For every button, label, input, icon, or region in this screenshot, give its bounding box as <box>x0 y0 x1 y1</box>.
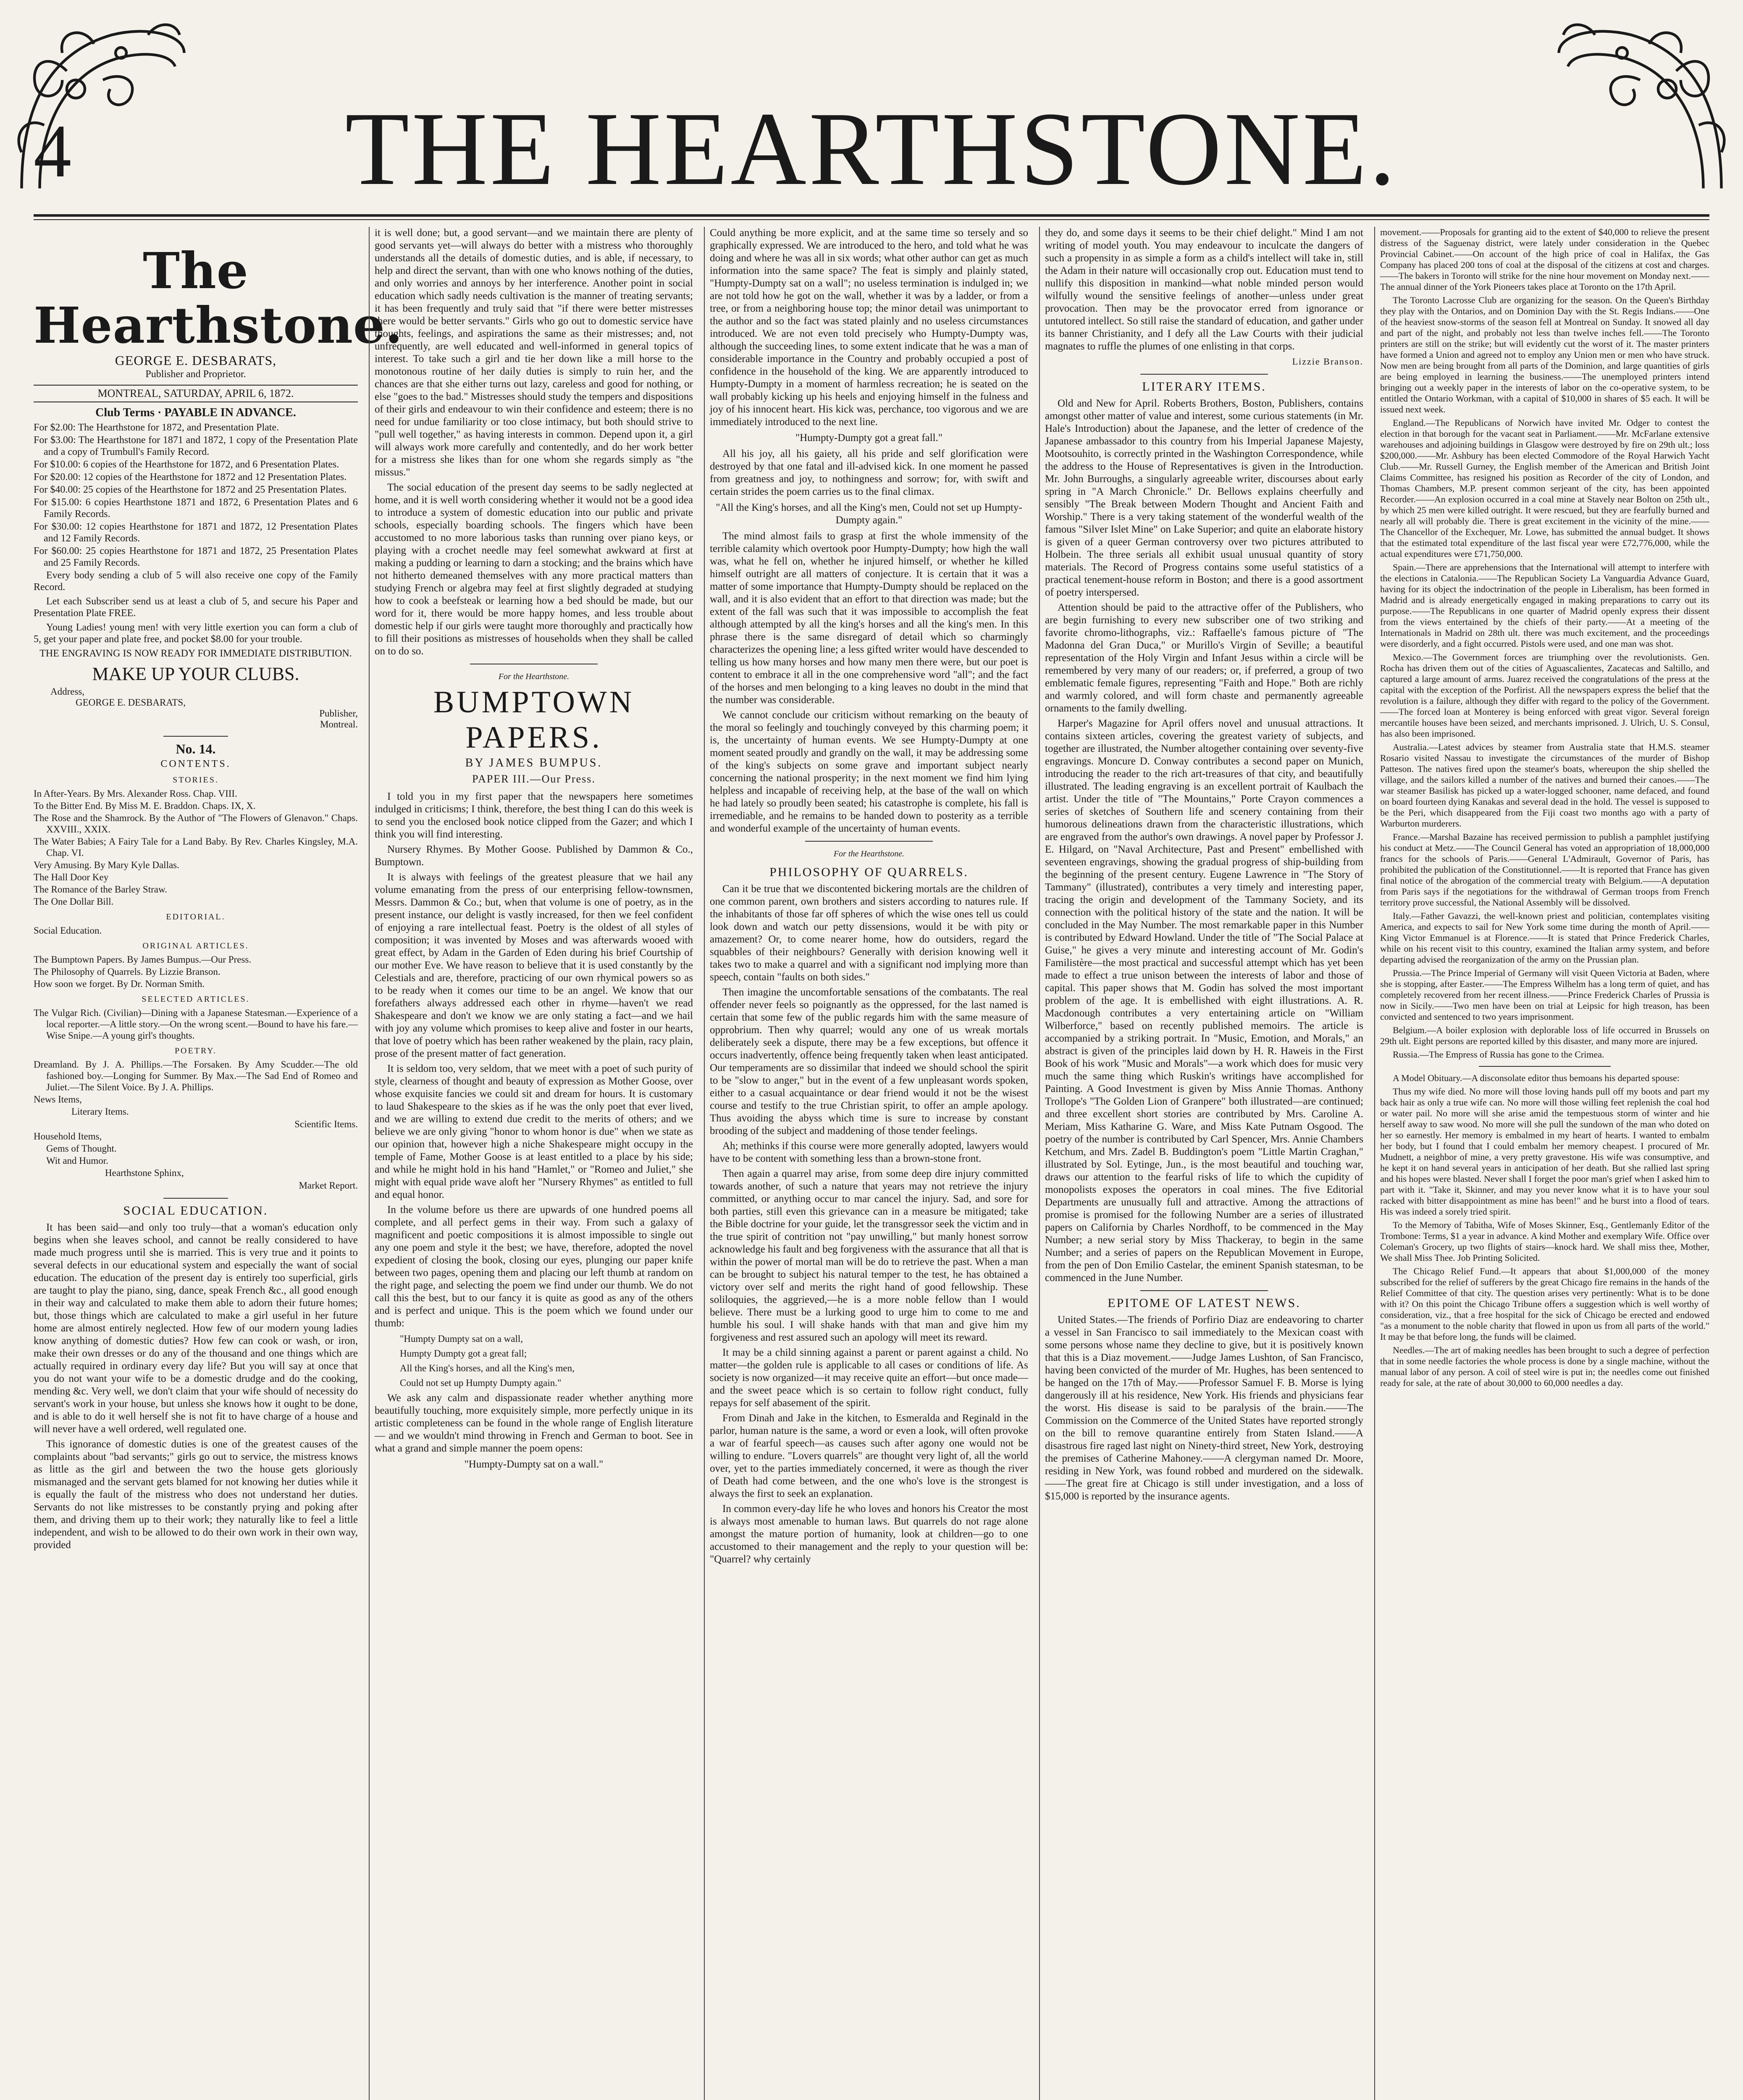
literary-items-heading: LITERARY ITEMS. <box>1142 380 1266 394</box>
club-terms-heading: Club Terms · PAYABLE IN ADVANCE. <box>95 406 296 419</box>
for-the-hearthstone: For the Hearthstone. <box>833 849 905 858</box>
toc-item: Literary Items. <box>71 1106 129 1117</box>
news-item: movement.——Proposals for granting aid to the extent of $40,000 to relieve the present distress of the Saguenay district, were lately under consideration in the Quebec Provincial Cabinet.——On account of the high price of coal in Halifax, the Gas Company has placed 200 tons of coal at the disposal of the citizens at cost and charges.——The bakers in Toronto will strike for the nine hour movement on Monday next.——The annual dinner of the York Pioneers takes place at Toronto on the 17th April. <box>1380 227 1709 292</box>
club-term: For $15.00: 6 copies Hearthstone 1871 and 1872, 6 Presentation Plates and 6 Family Records. <box>34 497 358 520</box>
article-paragraph: Then again a quarrel may arise, from some deep dire injury committed towards another, of such a nature that years may not retrieve the injury committed, or anything occur to mar cancel the injury. Sad, and sore for both parties, still even this grievance can in a measure be mitigated; take the Bible doctrine for your guide, let the transgressor seek the victim and in the true spirit of contrition not "pay unwilling," but manly honest sorrow acknowledge his fault and beg forgiveness with the assurance that all that is within the power of mortal man will be do to retrieve the past. When a man can be brought to subject his natural temper to the test, he has obtained a victory over self and merits the right hand of good fellowship. These soliloquies, the aggrieved,—he is a more noble fellow than I would believe. There must be a lurking good to urge him to come to me and humble his soul. I will shake hands with that man and give him my forgiveness and rest assured such an apology will meet its reward. <box>710 1168 1028 1343</box>
poem-line: "Humpty Dumpty sat on a wall, <box>400 1334 523 1344</box>
club-term: For $2.00: The Hearthstone for 1872, and Presentation Plate. <box>34 422 279 433</box>
toc-item: Household Items, <box>34 1131 102 1142</box>
toc-item: Social Education. <box>34 925 102 936</box>
toc-item: The One Dollar Bill. <box>34 896 114 907</box>
toc-item: The Philosophy of Quarrels. By Lizzie Branson. <box>34 966 220 977</box>
article-paragraph: Can it be true that we discontented bickering mortals are the children of one common parent, own brothers and sisters according to natures rule. If the inhabitants of those far off spheres of which the wise ones tell us could look down and watch our petty dissensions, would it be with pity or amazement? Or, to come nearer home, how do outsiders, regard the squabbles of their neighbours? Generally with derision knowing well it takes two to make a quarrel and with a significant nod implying more than speech, contain "faults on both sides." <box>710 883 1028 983</box>
news-item: Italy.—Father Gavazzi, the well-known priest and politician, contemplates visiting America, and expects to sail for New York some time during the month of April.——King Victor Emmanuel is at Florence.——It is stated that Prince Frederick Charles, while on his recent visit to this country, examined the Italian army system, and before departing advised the reorganization of the army on the Prussian plan. <box>1380 911 1709 965</box>
toc-item: Very Amusing. By Mary Kyle Dallas. <box>34 860 179 870</box>
article-paragraph: We cannot conclude our criticism without remarking on the beauty of the moral so feelingly and touchingly conveyed by this charming poem; it is, the uncertainty of human events. We see Humpty-Dumpty at one moment seated proudly and grandly on the wall, it may be addressing some of the king's subjects on some grave and important subject nearly concerning the national prosperity; in the next moment we find him lying helpless and incapable of receiving help, at the base of the wall on which he had lately so proudly been seated; his catastrophe is complete, his fall is irremediable, and he remains to be handed down to posterity as a terrible and wonderful example of the uncertainty of human events. <box>710 709 1028 834</box>
toc-item: Hearthstone Sphinx, <box>105 1168 184 1178</box>
toc-item: Market Report. <box>299 1180 358 1191</box>
column-3 <box>704 227 1033 2100</box>
article-paragraph: It is always with feelings of the greatest pleasure that we hail any volume emanating from the press of our enterprising fellow-townsmen, Messrs. Dammon & Co.; but, when that volume is one of poetry, as in the present instance, our delight is vastly increased, for then we feel confident of enjoying a rare intellectual feast. Poetry is the oldest of all styles of composition; it was invented by Moses and was afterwards wooed with great effect, by Adam in the Garden of Eden during his brief Courtship of our mother Eve. We have reason to believe that it is used constantly by the Celestials and are, therefore, practicing of our own rhymical powers so as to be ready when it comes our time to be an angel. We know that our forefathers always addressed each other in rhyme—haven't we read Shakespeare and don't we know we are only stating a fact—and we hail with joy any volume which promises to keep alive and foster in our hearts, that love of poetry which has been rather weakened by the plain, racy plain, prose of the present matter of fact generation. <box>375 872 693 1059</box>
dateline: MONTREAL, SATURDAY, APRIL 6, 1872. <box>34 385 358 402</box>
article-paragraph: It has been said—and only too truly—that a woman's education only begins when she leaves school, and cannot be really considered to have made much progress until she is married. This is very true and it points to several defects in our educational system and especially the want of social education. The education of the present day is entirely too superficial, girls are taught to play the piano, sing, dance, speak French &c., all good enough in their way and calculated to make them able to adorn their future homes; but, those things which are calculated to make a girl useful in her future home are almost entirely neglected. How few of our modern young ladies know anything of domestic duties? How few can cook or wash, or iron, make their own dresses or do any of the thousand and one things which are actually required in ordinary every day life? But you will say at once that you do not want your wife to be a domestic drudge and do the cooking, mending &c. Very well, we don't claim that your wife should of necessity do servant's work in your house, but unless she knows how it ought to be done, and is able to do it well herself she is not fit to have charge of a house and will never have a well ordered, well regulated one. <box>34 1222 358 1435</box>
news-item: France.—Marshal Bazaine has received permission to publish a pamphlet justifying his conduct at Metz.——The Council General has voted an appropriation of 18,000,000 francs for the schools of Paris.——General L'Admirault, Governor of Paris, has prohibited the publication of the Constitutionnel.——It is reported that France has given final notice of the abrogation of the commercial treaty with Belgium.——A deputation from Paris says if the negotiations for the withdrawal of German troops from French territory prove successful, the National Assembly will be dissolved. <box>1380 832 1709 908</box>
column-1 <box>34 227 403 2100</box>
news-item: Mexico.—The Government forces are triumphing over the revolutionists. Gen. Rocha has driven them out of the cities of Aguascalientes, Zacatecas and Saltillo, and captured a large amount of arms. Juarez received the congratulations of the press at the capital with the exception of the Porfirist. All the newspapers express the belief that the revolution is a failure, although they differ with regard to the policy of the Government.——The forced loan at Monterey is being enforced with great vigor. Several foreign mercantile houses have been seized, and merchants imprisoned. J. Ulrich, U. S. Consul, has also been imprisoned. <box>1380 652 1709 739</box>
news-item: England.—The Republicans of Norwich have invited Mr. Odger to contest the election in that borough for the vacant seat in Parliament.——Mr. McFarlane extensive warehouses and adjoining buildings in Glasgow were destroyed by fire on 29th ult.; loss $200,000.——Mr. Ashbury has been elected Commodore of the Royal Harwich Yacht Club.——Mr. Russell Gurney, the English member of the American and British Joint Claims Committee, has resigned his position as Recorder of the city of London, and Thomas Chambers, M.P. present common serjeant of the city, has been appointed Recorder.——An explosion occurred in a coal mine at Stavely near Bolton on 25th ult., by which 25 men were killed outright. It were rescued, but they are fearfully burned and nearly all will probably die. There is great excitement in the vicinity of the mine.——The Chancellor of the Exchequer, Mr. Lowe, has submitted the annual budget. It shows that the estimated total expenditure of the last fiscal year were £72,776,000, while the actual expenditures were £71,750,000. <box>1380 417 1709 559</box>
literary-item: Attention should be paid to the attractive offer of the Publishers, who are begin furnishing to every new subscriber one of two striking and favorite chromo-lithographs, viz.: Raffaelle's famous picture of "The Madonna del Gran Duca," or Murillo's Virgin of Seville; a beautiful representation of the Holy Virgin and Infant Jesus within a circle will be remembered by very many of our readers; or, if preferred, a group of two emblematic female figures, representing "Faith and Hope." Both are richly and warmly colored, and will form chaste and permanently agreeable ornaments to the family dwelling. <box>1045 602 1363 714</box>
make-up-clubs-heading: MAKE UP YOUR CLUBS. <box>92 664 299 684</box>
toc-item: News Items, <box>34 1094 82 1105</box>
toc-item: The Vulgar Rich. (Civilian)—Dining with a Japanese Statesman.—Experience of a local reporter.—A little story.—On the wrong scent.—Bound to have his fare.—Wise Snipe.—A young girl's thoughts. <box>34 1008 358 1041</box>
club-term: For $10.00: 6 copies of the Hearthstone for 1872, and 6 Presentation Plates. <box>34 459 339 470</box>
club-note: Let each Subscriber send us at least a club of 5, and secure his Paper and Presentation Plate FREE. <box>34 596 358 619</box>
club-term: For $60.00: 25 copies Hearthstone for 1871 and 1872, 25 Presentation Plates and 25 Family Records. <box>34 546 358 568</box>
article-paragraph: A Model Obituary.—A disconsolate editor thus bemoans his departed spouse: <box>1393 1073 1680 1083</box>
article-paragraph: they do, and some days it seems to be their chief delight." Mind I am not writing of model youth. You may endeavour to inculcate the dangers of such a propensity in as simple a form as a child's intellect will take in, still the Adam in their nature will occasionally crop out. Education must tend to nullify this disposition in mankind—what noble minded person would wilfully wound the sensitive feelings of another—unless under great provocation. Then may be the provocator erred from ignorance or untutored intellect. So still raise the standard of education, and gather under its banner Christianity, and I defy all the Law Courts with their judicial magnates to ruffle the plumes of one enlisting in that corps. <box>1045 227 1363 352</box>
header-rule <box>34 214 1709 217</box>
contents-heading: CONTENTS. <box>160 759 231 769</box>
club-term: For $30.00: 12 copies Hearthstone for 1871 and 1872, 12 Presentation Plates and 12 Family Records. <box>34 521 358 544</box>
address-role: Publisher, <box>319 708 358 719</box>
toc-item: The Bumptown Papers. By James Bumpus.—Our Press. <box>34 954 252 965</box>
toc-item: How soon we forget. By Dr. Norman Smith. <box>34 979 205 989</box>
for-the-hearthstone: For the Hearthstone. <box>498 672 570 681</box>
bumptown-title: BUMPTOWN PAPERS. <box>433 685 635 755</box>
club-note: Young Ladies! young men! with very little exertion you can form a club of 5, get your paper and plate free, and pocket $8.00 for your trouble. <box>34 622 358 645</box>
news-item: Russia.—The Empress of Russia has gone to the Crimea. <box>1393 1049 1604 1060</box>
toc-item: The Water Babies; A Fairy Tale for a Land Baby. By Rev. Charles Kingsley, M.A. Chap. VI. <box>34 836 358 858</box>
literary-item: Old and New for April. Roberts Brothers, Boston, Publishers, contains amongst other matter of value and interest, some curious statements (in Mr. Hale's Introduction) about the Japanese, and the letter of credence of the Japanese ambassador to this country from his Imperial Japanese Majesty, Mootsouhito, is correctly printed in the Washington Correspondence, while the address to the House of Representatives is given in the Introduction. Mr. John Burroughs, a singularly agreeable writer, discourses about early spring in "A March Chronicle." Dr. Bellows explains cheerfully and sensibly "The Break between Modern Thought and Ancient Faith and Worship." There is a very taking statement of the wonderful wealth of the famous "Silver Islet Mine" on Lake Superior; and quite an elaborate history is given of a queer German controversy over two pictures attributed to Holbein. The three serials all exhibit usual unusual quantity of story materials. The Record of Progress contains some useful statistics of a practical tenement-house reform in Boston; and there is a good assortment of poetry interspersed. <box>1045 398 1363 598</box>
news-item: United States.—The friends of Porfirio Diaz are endeavoring to charter a vessel in San Francisco to sail immediately to the Mexican coast with some persons whose name they decline to give, but it is positively known that this is a Diaz movement.——Judge James Lushton, of San Francisco, having been convicted of the murder of Mr. Hughes, has been sentenced to be hanged on the 17th of May.——Professor Samuel F. B. Morse is lying dangerously ill at his residence, New York. His friends and physicians fear the worst. His disease is said to be paralysis of the brain.——The Commission on the Commerce of the United States have reported strongly on the bill to remove quarantine entirely from Staten Island.——A disastrous fire raged last night on Ninety-third street, New York, destroying the premises of Catherine Mahoney.——A clergyman named Dr. Moore, residing in New York, was found robbed and murdered on the sidewalk.——The great fire at Chicago is still under investigation, and a loss of $15,000 is reported by the insurance agents. <box>1045 1314 1363 1502</box>
column-2 <box>369 227 698 2100</box>
toc-item: To the Bitter End. By Miss M. E. Braddon. Chaps. IX, X. <box>34 801 256 811</box>
stories-heading: STORIES. <box>173 775 219 785</box>
article-paragraph: In common every-day life he who loves and honors his Creator the most is always most amenable to human laws. But quarrels do not rage alone amongst the mature portion of humanity, look at children—go to one accustomed to their management and the reply to your question will be: "Quarrel? why certainly <box>710 1503 1028 1565</box>
header-rule-thin <box>34 219 1709 220</box>
separator <box>163 736 228 737</box>
column-5 <box>1374 227 1709 2100</box>
article-paragraph: Thus my wife died. No more will those loving hands pull off my boots and part my back hair as only a true wife can. No more will those willing feet replenish the coal hod or water pail. No more will she arise amid the tempestuous storm of winter and hie herself away to saw wood. No more will she pull the sundown of the man who doted on her so earnestly. Her memory is embalmed in my heart of hearts. I wanted to embalm her body, but I found that I could embalm her memory cheapest. I procured of Mr. Mudnett, a neighbor of mine, a very pretty gravestone. His wife was consumptive, and he kept it on hand several years in anticipation of her death. But she rallied last spring and his hopes were blasted. Never shall I forget the poor man's grief when I asked him to part with it. "Take it, Skinner, and may you never know what it is to have your soul racked with bitter disappointment as mine has been!" and he burst into a flood of tears. His was indeed a sorely tried spirit. <box>1380 1086 1709 1217</box>
article-paragraph: It may be a child sinning against a parent or parent against a child. No matter—the golden rule is applicable to all cases or conditions of life. As society is now organized—it may receive quite an effort—but once made—and the sweet peace which is so certain to follow right conduct, fully repays for self abasement of the spirit. <box>710 1347 1028 1409</box>
article-paragraph: In the volume before us there are upwards of one hundred poems all complete, and all perfect gems in their way. From such a galaxy of magnificent and poetic compositions it is almost impossible to single out any one poem and style it the best; we have, therefore, adopted the novel expedient of closing the book, closing our eyes, plunging our paper knife between two pages, opening them and placing our left thumb at random on the right page, and selecting the poem we find under our thumb. We do not call this the best, but to our fancy it is quite as good as any of the others and is perfect and unique. This is the poem which we found under our thumb: <box>375 1204 693 1329</box>
toc-item: The Romance of the Barley Straw. <box>34 884 167 895</box>
address-city: Montreal. <box>320 719 358 730</box>
article-paragraph: All his joy, all his gaiety, all his pride and self glorification were destroyed by that one fatal and ill-advised kick. In one moment he passed from greatness and joy, to nothingness and sorrow; for, with swift and certain strides the poem carries us to the final climax. <box>710 448 1028 497</box>
article-paragraph: The mind almost fails to grasp at first the whole immensity of the terrible calamity which overtook poor Humpty-Dumpty; how high the wall was, what he fell on, whether he injured himself, or whether he killed himself outright are all matters of conjecture. It is certain that it was a matter of some importance that Humpty-Dumpty should be replaced on the wall, and it is also evident that an effort to that direction was made; but the extent of the fall was such that it was impossible to accomplish the feat although attempted by all the king's horses and all the king's men. In this phrase there is the same disregard of detail which so charmingly characterizes the opening line; a less gifted writer would have descended to telling us how many horses and how many men there were, but our poet is content to embrace it all in the one comprehensive word "all"; and the fact of the horses and men belonging to a king leaves no doubt in the mind that the number was considerable. <box>710 530 1028 706</box>
philosophy-of-quarrels-title: PHILOSOPHY OF QUARRELS. <box>769 865 969 879</box>
news-item: Prussia.—The Prince Imperial of Germany will visit Queen Victoria at Baden, where she is stopping, after Easter.——The Empress Wilhelm has a long term of quiet, and has completely recovered from her recent illness.——Prince Frederick Charles of Prussia is now in Sicily.——Two men have been on trial at Leipsic for high treason, has been convicted and sentenced to two years imprisonment. <box>1380 968 1709 1022</box>
toc-item: Wit and Humor. <box>46 1155 108 1166</box>
toc-item: Dreamland. By J. A. Phillips.—The Forsaken. By Amy Scudder.—The old fashioned boy.—Longing for Summer. By Max.—The Sad End of Romeo and Juliet.—The Silent Voice. By J. A. Phillips. <box>34 1059 358 1092</box>
chapter-heading: PAPER III.—Our Press. <box>472 773 596 785</box>
article-paragraph: Needles.—The art of making needles has been brought to such a degree of perfection that in some needle factories the whole process is done by a single machine, without the manual labor of any person. A coil of steel wire is put in; the needles come out finished ready for sale, at the rate of about 30,000 to 60,000 needles a day. <box>1380 1345 1709 1388</box>
byline: BY JAMES BUMPUS. <box>465 756 603 769</box>
article-paragraph: It is seldom too, very seldom, that we meet with a poet of such purity of style, clearness of thought and beauty of expression as Mother Goose, over whose exquisite fancies we could sit and dream for hours. It is customary to laud Shakespeare to the skies as if he was the only poet that ever lived, and we are willing to extend due credit to the merits of others; and we believe we are only giving "honor to whom honor is due" when we state as our opinion that, however high a niche Shakespeare might occupy in the temple of Fame, Mother Goose is at least entitled to a place by his side; and while he might hold in his hand "Hamlet," or "Romeo and Juliet," she might with equal pride wave aloft her "Nursery Rhymes" as entitled to full and equal honor. <box>375 1063 693 1200</box>
issue-number: No. 14. <box>176 741 216 756</box>
separator <box>1140 374 1268 375</box>
address-label: Address, <box>50 686 85 697</box>
ornate-corner-top-right <box>1550 17 1730 197</box>
separator <box>1479 1066 1611 1067</box>
literary-item: Harper's Magazine for April offers novel and unusual attractions. It contains sixteen articles, covering the greatest variety of subjects, and together are illustrated, the Number altogether containing over seventy-five engravings. Moncure D. Conway contributes a second paper on Munich, introducing the reader to the rich art-treasures of that city, and beautifully illustrated. The leading engraving is an excellent portrait of Kaulbach the artist. Under the title of "The Mountains," Porte Crayon commences a series of sketches of Southern life and scenery containing from their humorous delineations drawn from the characteristic illustrations, which are engraved from the author's own drawings. A novel paper by Professor J. E. Hilgard, on "Naval Architecture, Past and Present" embellished with seventeen engravings, showing the gradual progress of ship-building from the beginning of the present century. Eugene Lawrence in "The Story of Tammany" (illustrated), contributes a very timely and interesting paper, tracing the origin and development of the Tammany Society, and its connection with the political history of the state and the nation. It will be concluded in the May Number. The most remarkable paper in this Number is contributed by Edward Howland. Under the title of "The Social Palace at Guise," he gives a very minute and interesting account of Mr. Godin's Familistère—the most practical and successful attempt which has yet been made to effect a true unison between the interests of labor and those of capital. This paper shows that M. Godin has solved the most important problem of the age. It is embellished with eight illustrations. A. R. Macdonough contributes a very entertaining article on "William Wilberforce," based on recently published memoirs. The article is accompanied by a striking portrait. In "Music, Emotion, and Morals," an abstract is given of the principles laid down by H. R. Haweis in the First Book of his work "Music and Morals"—a work which does for music very much the same thing which Ruskin's writings have accomplished for Painting. A Good Investment is given by Miss Annie Thomas. Anthony Trollope's "The Golden Lion of Granpere" both illustrated—are continued; and three excellent short stories are contributed by Mrs. Caroline A. Meriam, Miss Katharine G. Ware, and Miss Kate Putnam Osgood. The poetry of the number is contributed by Carl Spencer, Mrs. Annie Chambers Ketchum, and Mrs. Zadel B. Buddington's poem "Little Martin Craghan," illustrated by Sol. Eytinge, Jun., is the most beautiful and touching war, draws our attention to the fearful risks of life to which the cupidity of monopolists exposes the operators in coal mines. The five Editorial Departments are unusually full and attractive. Among the attractions of promise is promised for the following Number are a series of illustrated papers on California by Charles Nordhoff, to be commenced in the May Number; a new serial story by Miss Thackeray, to begin in the same Number; and a series of papers on the Republican Movement in Europe, from the pen of Don Emilio Castelar, the eminent Spanish statesman, to be commenced in the June Number. <box>1045 718 1363 1284</box>
original-articles-heading: ORIGINAL ARTICLES. <box>142 941 249 950</box>
page-number: 4 <box>34 109 71 193</box>
article-paragraph: We ask any calm and dispassionate reader whether anything more beautifully touching, more exquisitely simple, more perfectly unique in its artistic completeness can be found in the whole range of English literature — and we wouldn't mind throwing in French and German to boot. See in what a grand and simple manner the poem opens: <box>375 1392 693 1454</box>
club-term: For $20.00: 12 copies of the Hearthstone for 1872 and 12 Presentation Plates. <box>34 472 347 483</box>
poem-line: All the King's horses, and all the King's men, <box>400 1363 575 1373</box>
article-paragraph: The social education of the present day seems to be sadly neglected at home, and it is well worth considering whether it would not be a good idea to introduce a system of domestic education into our public and private schools, especially boarding schools. The fingers which have been accustomed to no more laborious tasks than running over piano keys, or playing with a crochet needle may feel somewhat awkward at first at making a pudding or learning to darn a stocking; and the brains which have not hitherto demeaned themselves with any more practical matters than studying French or algebra may feel at first slightly degraded at studying how to cook a beefsteak or learning how a bed should be made, but our word for it, there would be more happy homes, and less trouble about domestic help if our girls were taught more thoroughly and practically how to fill their positions as mistresses of households when they shall be called on to do so. <box>375 482 693 657</box>
quote-line: "Humpty-Dumpty got a great fall." <box>795 432 943 444</box>
engraving-notice: THE ENGRAVING IS NOW READY FOR IMMEDIATE DISTRIBUTION. <box>39 648 352 659</box>
news-item: Australia.—Latest advices by steamer from Australia state that H.M.S. steamer Rosario visited Nassau to investigate the circumstances of the murder of Bishop Patteson. The natives fired upon the steamer's boats, whereupon the ship shelled the village, and the sailors killed a number of the natives and burned their canoes.——The war steamer Basilisk has picked up a water-logged schooner, name defaced, and found on board fourteen dying Kanakas and several dead in the hold. The vessel is supposed to be the Peri, which disappeared from the Fiji coast two months ago with a party of Warburton murderers. <box>1380 742 1709 829</box>
social-education-heading: SOCIAL EDUCATION. <box>123 1204 268 1218</box>
editorial-heading: EDITORIAL. <box>166 912 226 921</box>
news-item: Spain.—There are apprehensions that the International will attempt to interfere with the elections in Catalonia.——The Republican Society La Vanguardia Advance Guard, having for its object the indoctrination of the people in Liberalism, has been formed in Madrid and is already energetically engaged in making preparations to carry out its purpose.——The Republicans in one quarter of Madrid openly express their dissent from the views entertained by the chiefs of their party.——At a meeting of the Internationals in Madrid on 28th ult. there was much excitement, and the proceedings were disorderly, and a fight occurred. Pistols were used, and one man was shot. <box>1380 562 1709 649</box>
masthead-title: THE HEARTHSTONE. <box>345 91 1398 207</box>
quote-line: "Humpty-Dumpty sat on a wall." <box>464 1459 604 1470</box>
article-paragraph: To the Memory of Tabitha, Wife of Moses Skinner, Esq., Gentlemanly Editor of the Trombone: Terms, $1 a year in advance. A kind Mother and exemplary Wife. Office over Coleman's Grocery, up two flights of stairs—knock hard. We shall miss thee, Mother, We shall Miss Thee. Job Printing Solicited. <box>1380 1220 1709 1263</box>
club-term: For $40.00: 25 copies of the Hearthstone for 1872 and 25 Presentation Plates. <box>34 484 347 495</box>
toc-item: The Rose and the Shamrock. By the Author of "The Flowers of Glenavon." Chaps. XXVIII., XXIX. <box>34 813 358 835</box>
club-note: Every body sending a club of 5 will also receive one copy of the Family Record. <box>34 570 358 593</box>
article-paragraph: it is well done; but, a good servant—and we maintain there are plenty of good servants yet—will always do better with a mistress who thoroughly understands all the details of domestic duties, and is able, if necessary, to help and direct the servant, than with one who knows nothing of the duties, and only worries and annoys by her interference. Another point in social education which sadly needs cultivation is the manner of treating servants; it has been frequently and truly said that "if there were better mistresses there would be better servants." Girls who go out to domestic service have thoughts, feelings, and aspirations the same as their mistresses; and, not unfrequently, are well educated and well-informed in general topics of interest. To take such a girl and tie her down like a mill horse to the monotonous routine of her daily duties is simply to ruin her, and the chances are that she either turns out lazy, careless and good for nothing, or else "goes to the bad." Mistresses should study the tempers and dispositions of their girls and endeavour to win their confidence and esteem; there is no need for undue familiarity or too close intimacy, but both should strive to "pull well together," as having interests in common. Depend upon it, a girl will always work more carefully and contentedly, and do her work better for a mistress she likes than for one whom she regards simply as "the missus." <box>375 227 693 478</box>
news-item: Belgium.—A boiler explosion with deplorable loss of life occurred in Brussels on 29th ult. Eight persons are reported killed by this disaster, and many more are injured. <box>1380 1025 1709 1046</box>
selected-articles-heading: SELECTED ARTICLES. <box>142 995 250 1004</box>
article-paragraph: This ignorance of domestic duties is one of the greatest causes of the complaints about "bad servants;" girls go out to service, the mistress knows as little as the girl and between the two the house gets gloriously mismanaged and the servant gets blamed for not knowing her duties while it is equally the fault of the mistress who does not understand her duties. Servants do not like mistresses to be constantly prying and poking after them, and driving them up to their work; they naturally like to feel a little independent, and wish to be allowed to do their own work in their own way, provided <box>34 1438 358 1551</box>
toc-item: Gems of Thought. <box>46 1143 117 1154</box>
article-paragraph: Then imagine the uncomfortable sensations of the combatants. The real offender never feels so poignantly as the oppressed, for the last named is certain that some few of the public regards him with the same measure of opprobrium. Then why quarrel; would any one of us wreak mortals deliberately seek a dispute, there may be a few exceptions, but offence it occurs inadvertently, offence being frequently taken when least anticipated. Our temperaments are so dissimilar that indeed we should school the spirit to be "slow to anger," but in the event of a few unpleasant words spoken, either to a casual acquaintance or dear friend would it not be the wisest course and testify to the true Christian spirit, to offer an ample apology. Thus avoiding the abyss which time is sure to increase by constant brooding of the subject and maddening of those tender feelings. <box>710 987 1028 1137</box>
article-paragraph: I told you in my first paper that the newspapers here sometimes indulged in criticisms; I think, therefore, the best thing I can do this week is to send you the enclosed book notice clipped from the Gazer; and which I think you will find interesting. <box>375 791 693 840</box>
separator <box>1140 1290 1268 1291</box>
poetry-heading: POETRY. <box>174 1046 217 1055</box>
article-paragraph: From Dinah and Jake in the kitchen, to Esmeralda and Reginald in the parlor, human nature is the same, a word or even a look, will often provoke a war of fearful speech—as causes such after agony one would not be willing to endure. "Lovers quarrels" are thought very light of, all the world over, yet to the parties immediately concerned, it were as though the river of Death had come between, and the one who's love is the strongest is always the first to seek an explanation. <box>710 1412 1028 1499</box>
epitome-heading: EPITOME OF LATEST NEWS. <box>1108 1296 1301 1310</box>
article-paragraph: The Chicago Relief Fund.—It appears that about $1,000,000 of the money subscribed for the relief of sufferers by the great Chicago fire remains in the hands of the Relief Committee of that city. The question arises very pertinently: What is to be done with it? On this point the Chicago Tribune offers a suggestion which is well worthy of consideration, viz., that a free hospital for the sick of Chicago be erected and endowed "as a monument to the noble charity that flowed in upon us from all parts of the world." It may be that before long, the funds will be claimed. <box>1380 1266 1709 1342</box>
column-4 <box>1039 227 1368 2100</box>
toc-item: In After-Years. By Mrs. Alexander Ross. Chap. VIII. <box>34 788 237 799</box>
article-paragraph: Could anything be more explicit, and at the same time so tersely and so graphically expressed. We are introduced to the hero, and told what he was doing and where he was all in six words; what other author can get as much information into the same space? The feat is simply and plainly stated, "Humpty-Dumpty sat on a wall"; no useless termination is indulged in; we are not told how he got on the wall, whether it was by a ladder, or from a tree, or from a neighboring house top; the minor detail was unimportant to the author and so the fact was stated plainly and no useless circumstances introduced. We are not even told precisely who Humpty-Dumpty was, although the succeeding lines, to some extent indicate that he was a man of considerable importance in the Country and probably occupied a post of confidence in the household of the king. We are apparently introduced to Humpty-Dumpty in a moment of harmless recreation; he is seated on the wall probably kicking up his heels and enjoying himself in the fulness and joy of his innocent heart. His kick was, perchance, too vigorous and we are immediately introduced to the next line. <box>710 227 1028 428</box>
news-item: The Toronto Lacrosse Club are organizing for the season. On the Queen's Birthday they play with the Ontarios, and on Dominion Day with the St. Regis Indians.——One of the heaviest snow-storms of the season fell at Montreal on Sunday. It snowed all day and part of the night, and probably not less than twelve inches fell.——The Toronto printers are still on the strike; but will evidently cut the worst of it. The master printers have formed a Union and agreed not to employ any Union men or men who have struck. Now men are being brought from all parts of the Dominion, and large quantities of girls are being employed in learning the business.——The unemployed printers intend bringing out a weekly paper in the interests of labor on the co-operative system, to be entitled the Ontario Workman, with a capital of $10,000 in shares of $5 each. It will be issued next week. <box>1380 295 1709 415</box>
page-columns <box>34 227 1709 2100</box>
publisher-name: GEORGE E. DESBARATS, <box>115 353 277 368</box>
poem-line: Humpty Dumpty got a great fall; <box>400 1348 527 1359</box>
paper-title: The Hearthstone. <box>34 242 403 354</box>
club-term: For $3.00: The Hearthstone for 1871 and 1872, 1 copy of the Presentation Plate and a copy of Trumbull's Family Record. <box>34 435 358 457</box>
publisher-role: Publisher and Proprietor. <box>145 369 246 380</box>
address-name: GEORGE E. DESBARATS, <box>76 697 186 708</box>
toc-item: Scientific Items. <box>294 1119 358 1129</box>
poem-line: Could not set up Humpty Dumpty again." <box>400 1378 562 1388</box>
quote-line: "All the King's horses, and all the King's men, Could not set up Humpty-Dumpty again." <box>716 502 1022 526</box>
author-signature: Lizzie Branson. <box>1292 356 1363 367</box>
separator <box>163 1198 228 1199</box>
toc-item: The Hall Door Key <box>34 872 109 882</box>
article-paragraph: Nursery Rhymes. By Mother Goose. Published by Dammon & Co., Bumptown. <box>375 844 693 868</box>
separator <box>805 841 932 842</box>
article-paragraph: Ah; methinks if this course were more generally adopted, lawyers would have to be content with something less than a brown-stone front. <box>710 1140 1028 1164</box>
